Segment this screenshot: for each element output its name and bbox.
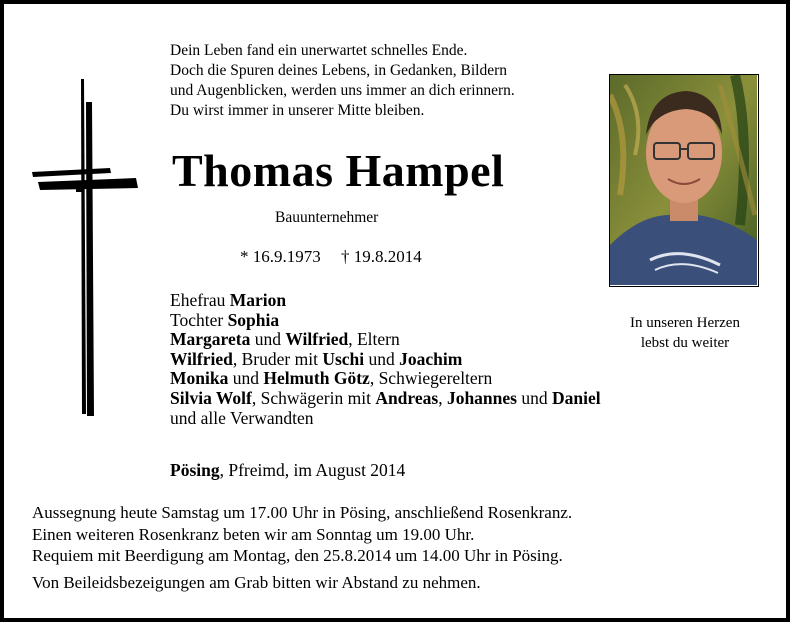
mourner-line: Margareta und Wilfried, Eltern: [170, 329, 400, 350]
life-dates: [240, 247, 438, 267]
caption-line: In unseren Herzen: [630, 315, 740, 331]
mourner-line: Wilfried, Bruder mit Uschi und Joachim: [170, 348, 463, 369]
info-line: Einen weiteren Rosenkranz beten wir am Sonntag um 19.00 Uhr.: [32, 524, 475, 544]
caption-line: lebst du weiter: [640, 335, 730, 351]
poem-line: Dein Leben fand ein unerwartet schnelles Ende.: [170, 42, 468, 59]
memorial-poem: [170, 41, 515, 121]
deceased-name: Thomas Hampel: [172, 145, 505, 196]
info-line: Requiem mit Beerdigung am Montag, den 25.8.2014 um 14.00 Uhr in Pösing.: [32, 546, 563, 565]
mourner-line: Ehefrau Marion: [170, 290, 287, 310]
photo-caption: [600, 313, 770, 353]
portrait-photo: [609, 74, 759, 287]
mourner-line: Tochter Sophia: [170, 309, 280, 330]
mourner-line: Monika und Helmuth Götz, Schwiegereltern: [170, 368, 493, 389]
poem-line: Du wirst immer in unserer Mitte bleiben.: [170, 102, 425, 119]
death-date: † 19.8.2014: [341, 247, 422, 266]
poem-line: Doch die Spuren deines Lebens, in Gedanken, Bildern: [170, 62, 508, 79]
info-line: Aussegnung heute Samstag um 17.00 Uhr in Pösing, anschließend Rosenkranz.: [32, 503, 573, 522]
info-line: Von Beileidsbezeigungen am Grab bitten wir Abstand zu nehmen.: [32, 572, 481, 592]
mourners-list: [170, 291, 601, 428]
portrait-image: [610, 75, 757, 285]
poem-line: und Augenblicken, werden uns immer an dich erinnern.: [170, 82, 515, 99]
service-info: [32, 502, 572, 593]
mourner-line: und alle Verwandten: [170, 407, 314, 428]
birth-date: * 16.9.1973: [240, 247, 321, 266]
deceased-occupation: Bauunternehmer: [275, 209, 379, 226]
mourner-line: Silvia Wolf, Schwägerin mit Andreas, Johannes und Daniel: [170, 387, 601, 408]
place-date-line: Pösing, Pfreimd, im August 2014: [170, 460, 406, 480]
cross-icon: [24, 74, 144, 424]
